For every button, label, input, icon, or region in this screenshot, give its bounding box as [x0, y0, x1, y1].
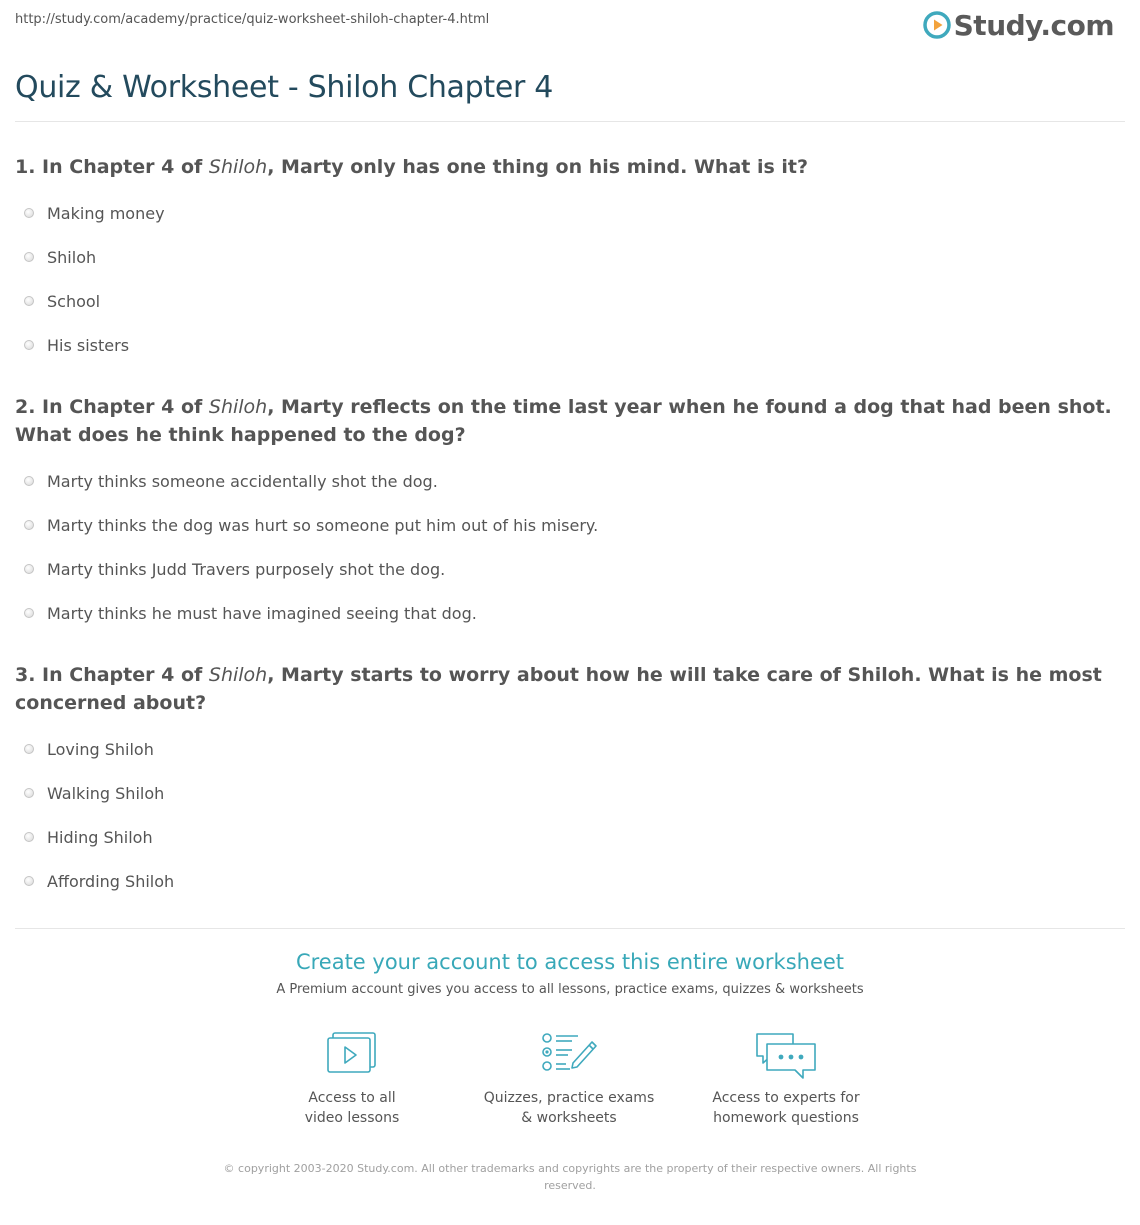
page-url: http://study.com/academy/practice/quiz-worksheet-shiloh-chapter-4.html — [15, 12, 490, 27]
divider — [15, 121, 1125, 122]
chat-bubbles-icon — [686, 1030, 886, 1082]
answer-option[interactable]: Marty thinks Judd Travers purposely shot the dog. — [15, 547, 1125, 591]
top-bar — [0, 0, 1140, 50]
logo-text: Study.com — [953, 8, 1114, 42]
feature-label: Access to experts for homework questions — [712, 1090, 860, 1126]
radio-button[interactable] — [24, 788, 34, 798]
answer-option[interactable]: Shiloh — [15, 235, 1125, 279]
question-text: 3. In Chapter 4 of Shiloh, Marty starts to worry about how he will take care of Shiloh. What is he most concerned about? — [15, 664, 1102, 714]
answer-option[interactable]: Hiding Shiloh — [15, 815, 1125, 859]
question-1 — [15, 153, 1125, 367]
question-3 — [15, 661, 1125, 903]
question-text: 2. In Chapter 4 of Shiloh, Marty reflects on the time last year when he found a dog that had been shot. What does he think happened to the dog? — [15, 396, 1112, 446]
answer-option[interactable]: Marty thinks someone accidentally shot the dog. — [15, 459, 1125, 503]
answer-option[interactable]: Marty thinks he must have imagined seeing that dog. — [15, 591, 1125, 635]
radio-button[interactable] — [24, 476, 34, 486]
divider — [15, 928, 1125, 929]
radio-button[interactable] — [24, 564, 34, 574]
feature-quizzes — [469, 1030, 669, 1128]
radio-button[interactable] — [24, 520, 34, 530]
radio-button[interactable] — [24, 208, 34, 218]
feature-experts — [686, 1030, 886, 1128]
answer-option[interactable]: School — [15, 279, 1125, 323]
answer-option[interactable]: Walking Shiloh — [15, 771, 1125, 815]
answer-option[interactable]: Marty thinks the dog was hurt so someone put him out of his misery. — [15, 503, 1125, 547]
radio-button[interactable] — [24, 296, 34, 306]
radio-button[interactable] — [24, 744, 34, 754]
video-lessons-icon — [252, 1030, 452, 1076]
question-text: 1. In Chapter 4 of Shiloh, Marty only has one thing on his mind. What is it? — [15, 156, 809, 178]
radio-button[interactable] — [24, 876, 34, 886]
copyright-footer: © copyright 2003-2020 Study.com. All other trademarks and copyrights are the property of their respective owners. All rights reserved. — [223, 1162, 917, 1192]
answer-option[interactable]: Making money — [15, 191, 1125, 235]
signup-cta — [0, 950, 1140, 997]
radio-button[interactable] — [24, 252, 34, 262]
feature-label: Access to all video lessons — [304, 1090, 400, 1126]
feature-video-lessons — [252, 1030, 452, 1128]
radio-button[interactable] — [24, 340, 34, 350]
feature-label: Quizzes, practice exams & worksheets — [483, 1090, 655, 1126]
answer-option[interactable]: Affording Shiloh — [15, 859, 1125, 903]
radio-button[interactable] — [24, 832, 34, 842]
radio-button[interactable] — [24, 608, 34, 618]
question-2 — [15, 393, 1125, 635]
answer-option[interactable]: Loving Shiloh — [15, 727, 1125, 771]
page-title: Quiz & Worksheet - Shiloh Chapter 4 — [15, 70, 554, 105]
play-circle-icon — [923, 11, 951, 39]
answer-options — [15, 459, 1125, 635]
cta-subheading: A Premium account gives you access to all lessons, practice exams, quizzes & worksheets — [276, 982, 864, 997]
answer-options — [15, 191, 1125, 367]
cta-heading[interactable]: Create your account to access this entire worksheet — [295, 950, 845, 974]
checklist-icon — [469, 1030, 669, 1076]
answer-option[interactable]: His sisters — [15, 323, 1125, 367]
answer-options — [15, 727, 1125, 903]
study-logo[interactable] — [923, 8, 1114, 42]
